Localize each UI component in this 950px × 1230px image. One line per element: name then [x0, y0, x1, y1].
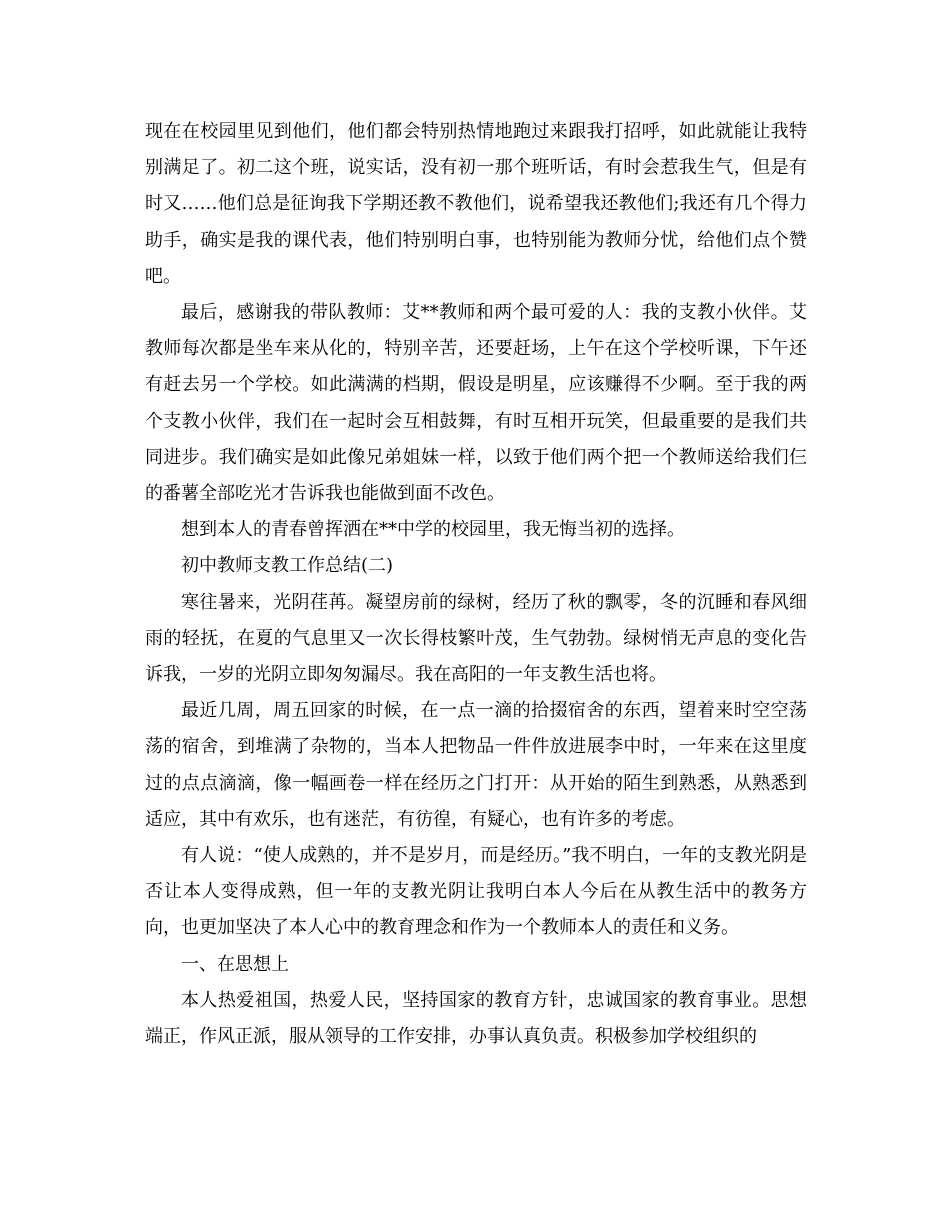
paragraph-continued: 现在在校园里见到他们，他们都会特别热情地跑过来跟我打招呼，如此就能让我特别满足了。初二这个班，说实话，没有初一那个班听话，有时会惹我生气，但是有时又……他们总是征询我下学期还教不教他们，说希望我还教他们;我还有几个得力助手，确实是我的课代表，他们特别明白事，也特别能为教师分忧，给他们点个赞吧。	[145, 121, 807, 287]
paragraph-thanks: 最后，感谢我的带队教师：艾**教师和两个最可爱的人：我的支教小伙伴。艾教师每次都是坐车来从化的，特别辛苦，还要赶场，上午在这个学校听课，下午还有赶去另一个学校。如此满满的档期，假设是明星，应该赚得不少啊。至于我的两个支教小伙伴，我们在一起时会互相鼓舞，有时互相开玩笑，但最重要的是我们共同进步。我们确实是如此像兄弟姐妹一样，以致于他们两个把一个教师送给我们仨的番薯全部吃光才告诉我也能做到面不改色。	[145, 302, 807, 505]
paragraph-quote: 有人说：“使人成熟的，并不是岁月，而是经历。”我不明白，一年的支教光阴是否让本人变得成熟，但一年的支教光阴让我明白本人今后在从教生活中的教务方向，也更加坚决了本人心中的教育理念和作为一个教师本人的责任和义务。	[145, 845, 807, 939]
document-body	[145, 114, 807, 1055]
section-title: 初中教师支教工作总结(二)	[181, 555, 394, 577]
paragraph-recent-weeks: 最近几周，周五回家的时候，在一点一滴的拾掇宿舍的东西，望着来时空空荡荡的宿舍，到堆满了杂物的，当本人把物品一件件放进展李中时，一年来在这里度过的点点滴滴，像一幅画卷一样在经历之门打开：从开始的陌生到熟悉，从熟悉到适应，其中有欢乐，也有迷茫，有彷徨，有疑心，也有许多的考虑。	[145, 700, 807, 830]
paragraph-thought: 本人热爱祖国，热爱人民，坚持国家的教育方针，忠诚国家的教育事业。思想端正，作风正派，服从领导的工作安排，办事认真负责。积极参加学校组织的	[145, 989, 807, 1048]
subsection-heading: 一、在思想上	[181, 953, 289, 975]
paragraph-intro: 寒往暑来，光阴荏苒。凝望房前的绿树，经历了秋的飘零，冬的沉睡和春风细雨的轻抚，在夏的气息里又一次长得枝繁叶茂，生气勃勃。绿树悄无声息的变化告诉我，一岁的光阴立即匆匆漏尽。我在高阳的一年支教生活也将。	[145, 591, 807, 686]
paragraph-closing: 想到本人的青春曾挥洒在**中学的校园里，我无悔当初的选择。	[181, 519, 685, 541]
